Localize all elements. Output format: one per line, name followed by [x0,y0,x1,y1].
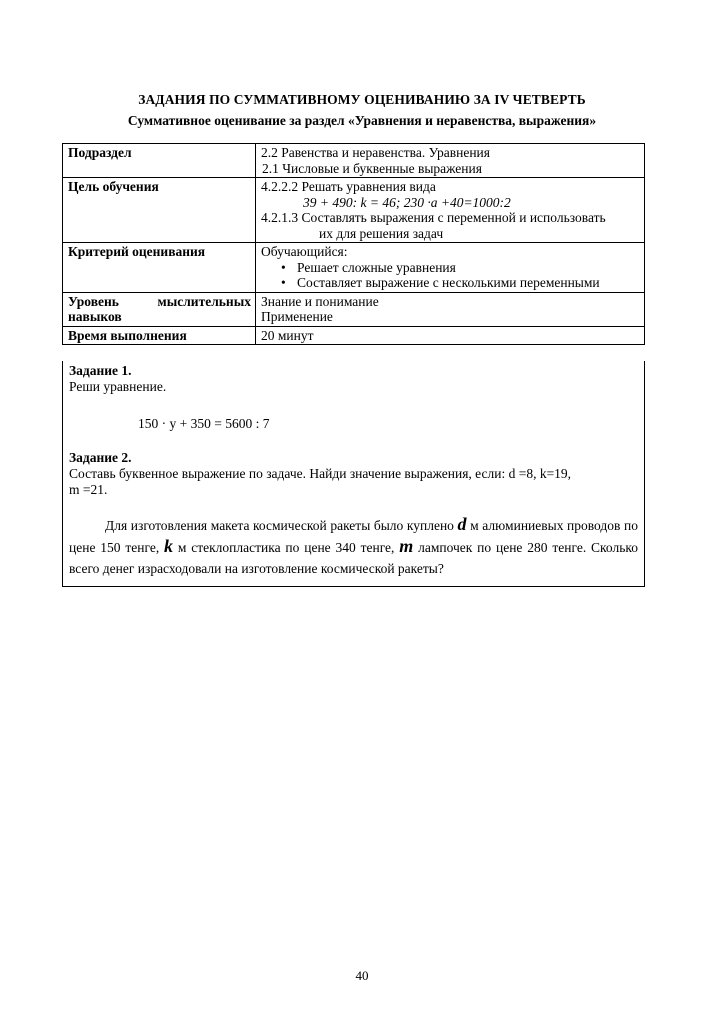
goal-value [256,178,645,243]
tasks-box [62,361,645,587]
list-item: • Составляет выражение с несколькими переменными [283,275,640,291]
skills-label-word: мыслительных [157,293,251,309]
time-value: 20 минут [256,326,645,345]
task2-text: Составь буквенное выражение по задаче. Найди значение выражения, если: d =8, k=19, [69,466,572,481]
table-row [63,243,645,293]
table-row [63,178,645,243]
goal-label: Цель обучения [63,178,256,243]
skills-label [63,292,256,326]
criteria-list [261,260,640,291]
skills-line: Знание и понимание [261,293,379,309]
variable-d: d [457,514,467,534]
page-subtitle: Суммативное оценивание за раздел «Уравнения и неравенства, выражения» [127,113,597,128]
problem-text: Для изготовления макета космической ракеты было куплено [105,518,458,533]
task1-heading: Задание 1. [69,363,132,378]
list-item: • Решает сложные уравнения [283,260,640,276]
criteria-intro: Обучающийся: [261,244,348,259]
table-row [63,144,645,178]
goal-line: 4.2.2.2 Решать уравнения вида [261,179,436,194]
page-number: 40 [355,968,369,983]
table-row [63,326,645,345]
problem-text: м алюминиевых проводов по цене 150 тенге, [69,518,638,555]
variable-k: k [164,536,174,556]
task1-text: Реши уравнение. [69,379,167,394]
skills-label-word: навыков [68,309,122,324]
problem-text: м стеклопластика по цене 340 тенге, [173,540,400,555]
task2-text: m =21. [69,482,108,497]
subsection-value [256,144,645,178]
goal-line: их для решения задач [319,225,444,241]
goal-line: 4.2.1.3 Составлять выражения с переменной и использовать [261,210,606,225]
task1-equation: 150 · у + 350 = 5600 : 7 [138,416,270,431]
skills-label-word: Уровень [68,293,119,309]
problem-text: лампочек по цене 280 тенге. Сколько всего денег израсходовали на изготовление космической ракеты? [69,540,638,576]
criteria-value [256,243,645,293]
table-row [63,292,645,326]
subsection-line: 2.1 Числовые и буквенные выражения [262,160,482,176]
skills-line: Применение [261,309,333,324]
goal-formula: 39 + 490: k = 46; 230 ·a +40=1000:2 [303,194,511,210]
task2-heading: Задание 2. [69,450,132,465]
task2-problem-paragraph [69,514,638,579]
subsection-line: 2.2 Равенства и неравенства. Уравнения [261,145,490,160]
criteria-label: Критерий оценивания [63,243,256,293]
skills-label-line [68,294,251,310]
variable-m: m [399,536,414,556]
time-label: Время выполнения [63,326,256,345]
skills-value [256,292,645,326]
page-title: ЗАДАНИЯ ПО СУММАТИВНОМУ ОЦЕНИВАНИЮ ЗА IV ЧЕТВЕРТЬ [138,92,586,107]
assessment-info-table [62,143,645,345]
subsection-label: Подраздел [63,144,256,178]
